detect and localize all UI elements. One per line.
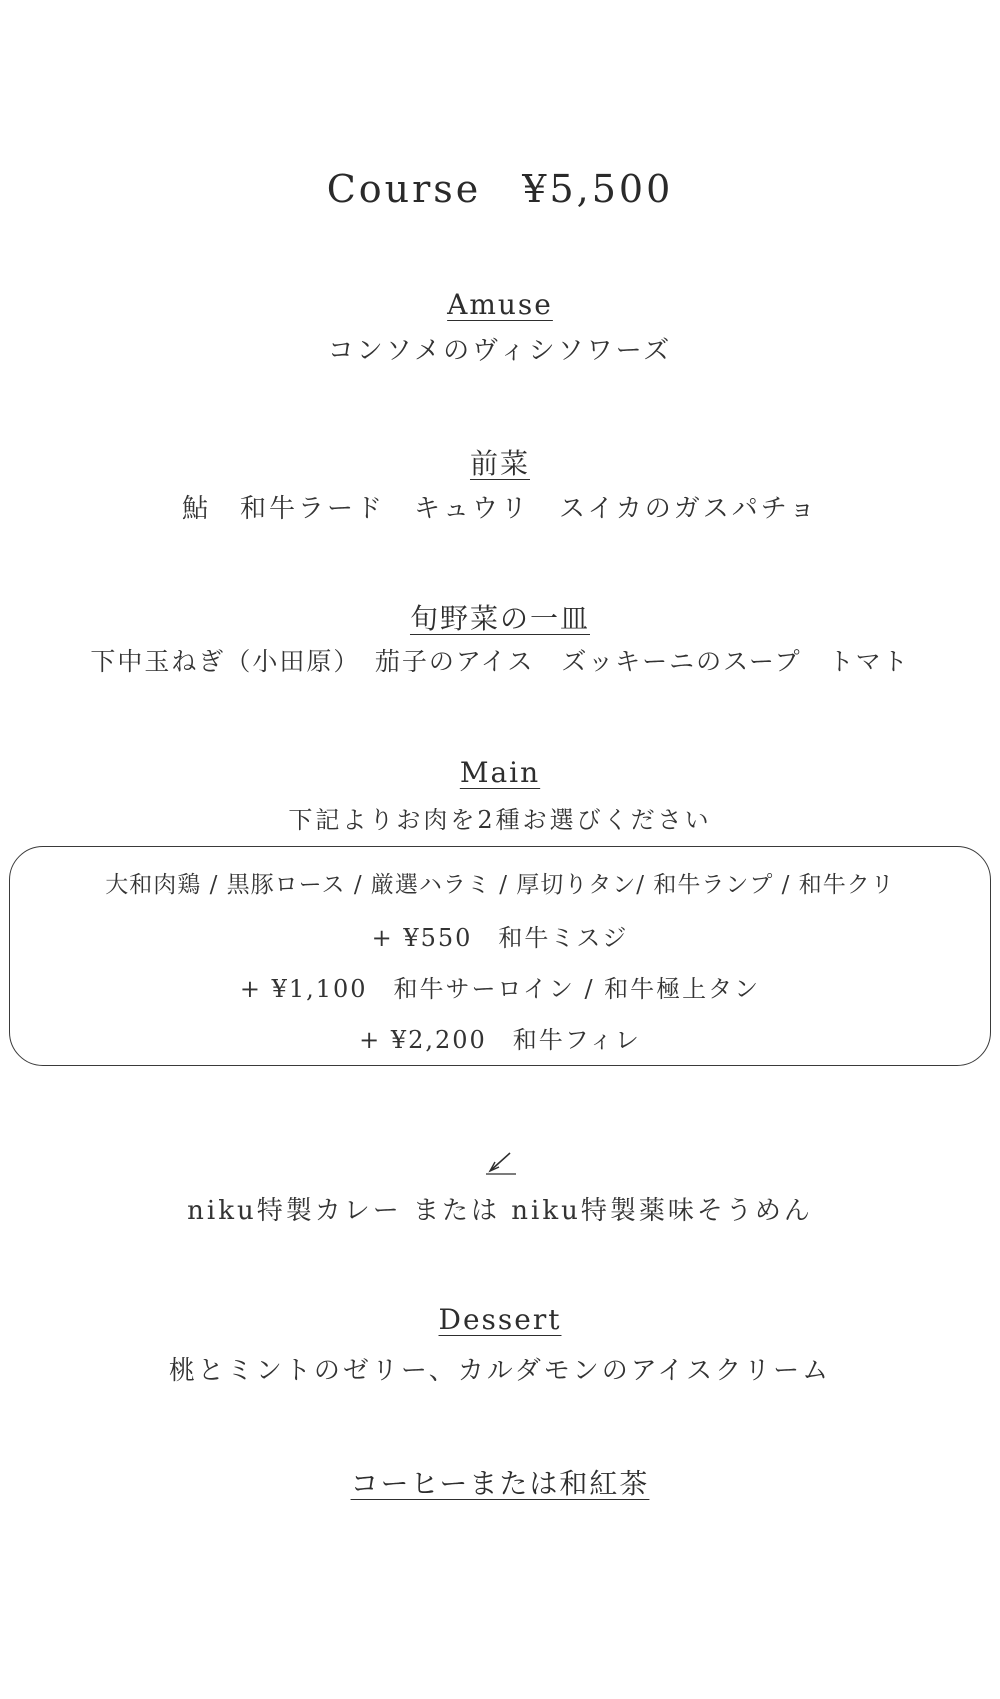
main-heading-text: Main — [459, 756, 541, 789]
main-heading — [0, 756, 1000, 789]
main-option-line: + ¥550 和牛ミスジ — [371, 924, 629, 952]
dessert-heading — [0, 1303, 1000, 1336]
drink-heading-text: コーヒーまたは和紅茶 — [350, 1467, 650, 1500]
pencil-icon — [486, 1148, 516, 1176]
main-option-line: 大和肉鶏 / 黒豚ロース / 厳選ハラミ / 厚切りタン/ 和牛ランプ / 和牛クリ — [105, 872, 895, 898]
amuse-item: コンソメのヴィシソワーズ — [327, 336, 673, 366]
vegetable-heading-text: 旬野菜の一皿 — [409, 602, 590, 635]
zensai-heading-text: 前菜 — [469, 447, 530, 480]
main-option-line: + ¥2,200 和牛フィレ — [359, 1026, 641, 1054]
vegetable-heading — [0, 597, 1000, 637]
amuse-heading-text: Amuse — [447, 288, 553, 321]
dessert-heading-text: Dessert — [438, 1303, 562, 1336]
meal-item: niku特製カレー または niku特製薬味そうめん — [187, 1196, 813, 1226]
zensai-heading — [0, 442, 1000, 482]
main-note: 下記よりお肉を2種お選びください — [288, 806, 712, 834]
zensai-item: 鮎 和牛ラード キュウリ スイカのガスパチョ — [182, 494, 818, 524]
drink-heading — [0, 1462, 1000, 1502]
course-title: Course ¥5,500 — [326, 167, 674, 211]
vegetable-item: 下中玉ねぎ（小田原） 茄子のアイス ズッキーニのスープ トマト — [90, 647, 910, 676]
main-option-line: + ¥1,100 和牛サーロイン / 和牛極上タン — [239, 975, 761, 1003]
amuse-heading — [0, 288, 1000, 321]
dessert-item: 桃とミントのゼリー、カルダモンのアイスクリーム — [168, 1356, 832, 1386]
